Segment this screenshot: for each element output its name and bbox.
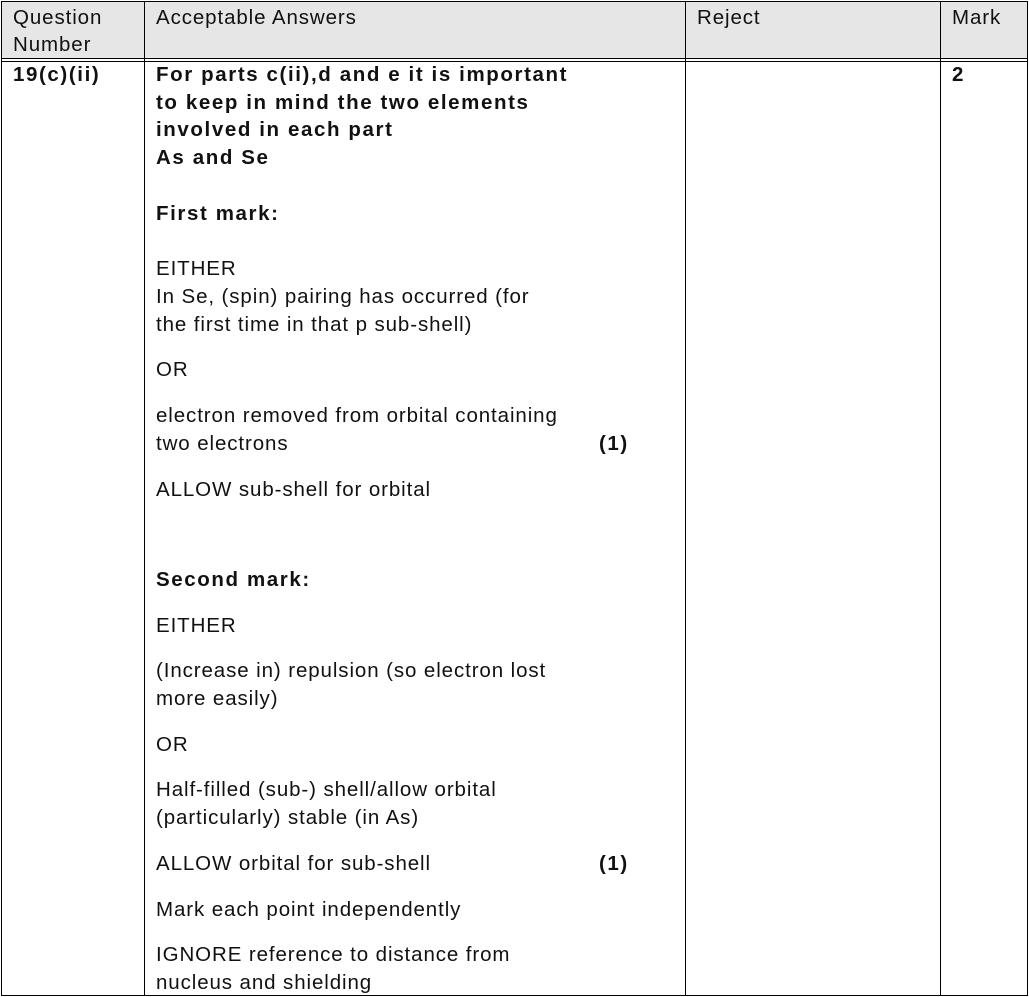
first-or: OR [156,358,189,381]
second-option-b-line: (particularly) stable (in As) [156,805,420,829]
first-mark-heading: First mark: [156,202,280,225]
second-option-a-line: (Increase in) repulsion (so electron lost [156,659,547,682]
header-row-background [1,2,1027,58]
table-top-border [1,1,1027,2]
first-option-a-line: the first time in that p sub-shell) [156,312,473,336]
ignore-note-line: IGNORE reference to distance from [156,943,511,966]
second-mark-tag: (1) [599,852,629,875]
second-mark-heading: Second mark: [156,568,311,591]
intro-line: As and Se [156,145,270,169]
header-acceptable-answers: Acceptable Answers [156,6,357,29]
question-number: 19(c)(ii) [13,63,101,86]
allow-subshell-note: ALLOW sub-shell for orbital [156,478,431,501]
table-right-border [1027,1,1028,996]
intro-line: involved in each part [156,118,394,141]
header-question-number-line-2: Number [13,33,92,56]
allow-orbital-note: ALLOW orbital for sub-shell [156,852,431,875]
column-divider [144,1,145,996]
first-mark-tag: (1) [599,431,629,455]
first-option-b-line: electron removed from orbital containing [156,404,558,427]
intro-line: to keep in mind the two elements [156,90,530,114]
table-left-border [1,1,2,996]
ignore-note-line: nucleus and shielding [156,970,373,994]
second-or: OR [156,733,189,756]
independent-note: Mark each point independently [156,898,462,921]
first-option-a-line: In Se, (spin) pairing has occurred (for [156,285,530,308]
column-divider [940,1,941,996]
header-mark: Mark [952,6,1002,29]
second-either: EITHER [156,614,237,637]
first-option-b-line: two electrons [156,431,289,455]
header-question-number-line-1: Question [13,6,103,29]
header-reject: Reject [697,6,761,29]
second-option-b-line: Half-filled (sub-) shell/allow orbital [156,778,497,801]
column-divider [685,1,686,996]
header-divider [1,58,1027,59]
intro-line: For parts c(ii),d and e it is important [156,63,569,86]
second-option-a-line: more easily) [156,686,279,710]
table-bottom-border [1,995,1027,996]
first-either: EITHER [156,257,237,280]
mark-value: 2 [952,63,966,86]
